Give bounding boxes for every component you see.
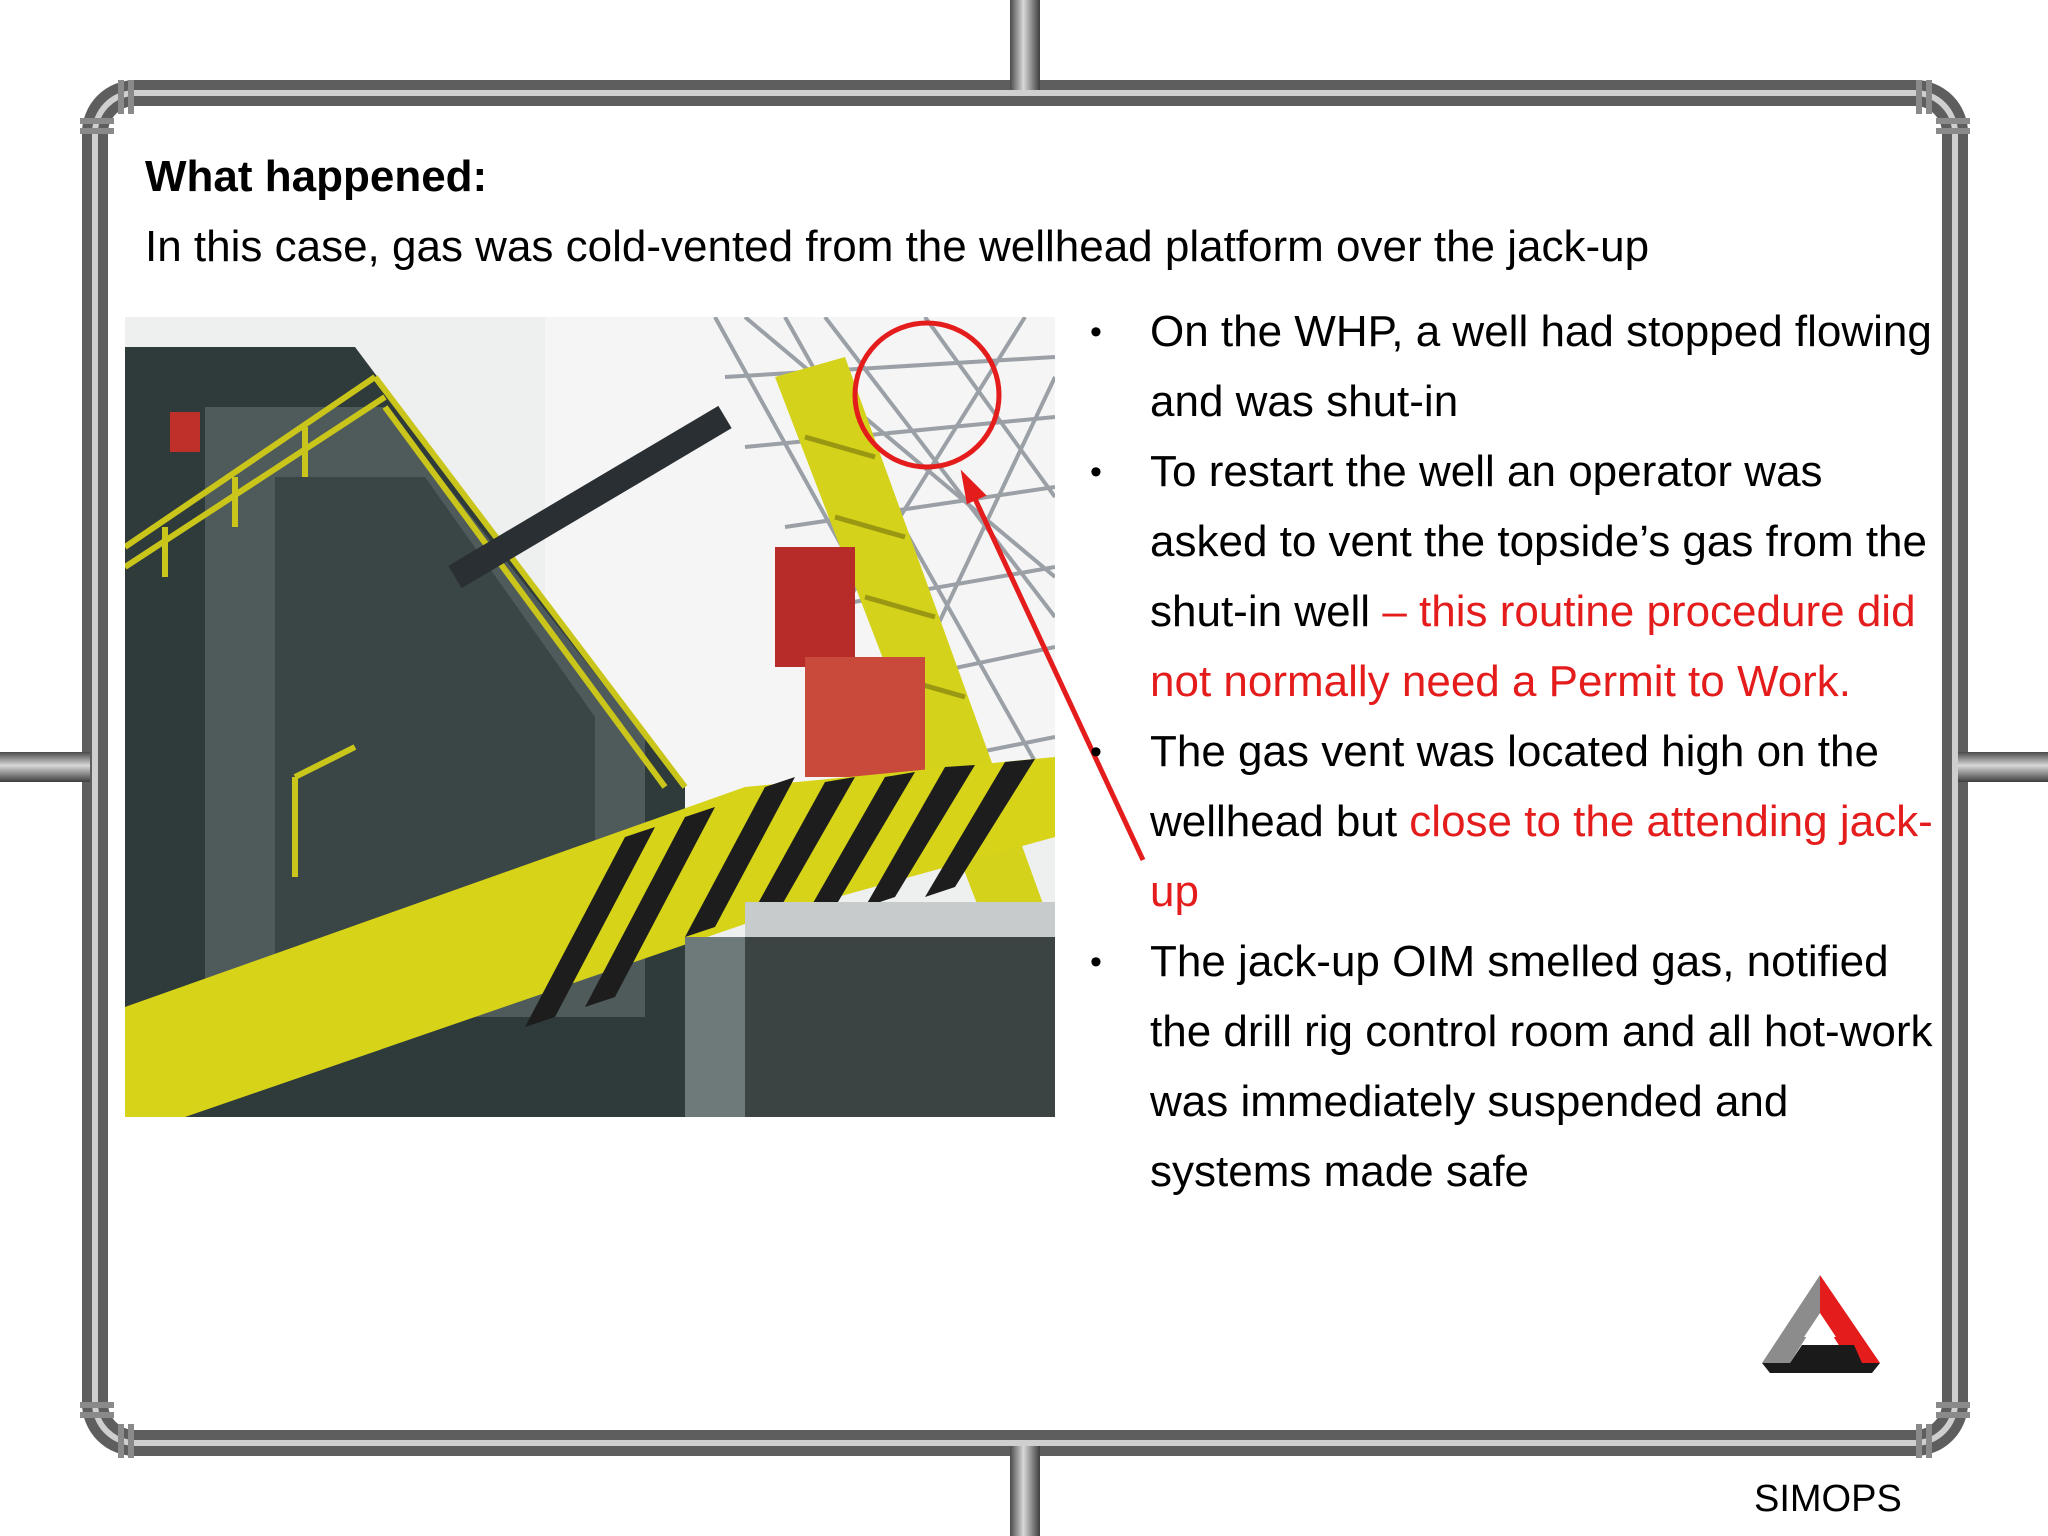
bullet-item <box>1080 297 1950 437</box>
bullet-text: The jack-up OIM smelled gas, notified the drill rig control room and all hot-work was immediately suspended and systems made safe <box>1150 937 1933 1196</box>
bullet-text: The gas vent was located high on the wellhead but <box>1150 727 1879 846</box>
bullet-dot: • <box>1090 943 1102 981</box>
bullet-item <box>1080 437 1950 717</box>
logo-triangle-icon <box>1762 1275 1888 1375</box>
bullet-dot: • <box>1090 733 1102 771</box>
bullet-highlight: – this routine procedure did not normally need a Permit to Work. <box>1150 587 1916 706</box>
bullet-item <box>1080 927 1950 1207</box>
bullet-text: To restart the well an operator was asked to vent the topside’s gas from the shut-in well <box>1150 447 1927 636</box>
bullet-dot: • <box>1090 313 1102 351</box>
bullet-list <box>1080 297 1950 1207</box>
footer-label: SIMOPS <box>1754 1478 1902 1520</box>
intro-text: In this case, gas was cold-vented from the wellhead platform over the jack-up <box>145 222 1650 271</box>
slide-heading: What happened: <box>145 152 488 201</box>
bullet-dot: • <box>1090 453 1102 491</box>
bullet-highlight: close to the attending jack-up <box>1150 797 1933 916</box>
bullet-item <box>1080 717 1950 927</box>
bullet-text: On the WHP, a well had stopped flowing and was shut-in <box>1150 307 1932 426</box>
